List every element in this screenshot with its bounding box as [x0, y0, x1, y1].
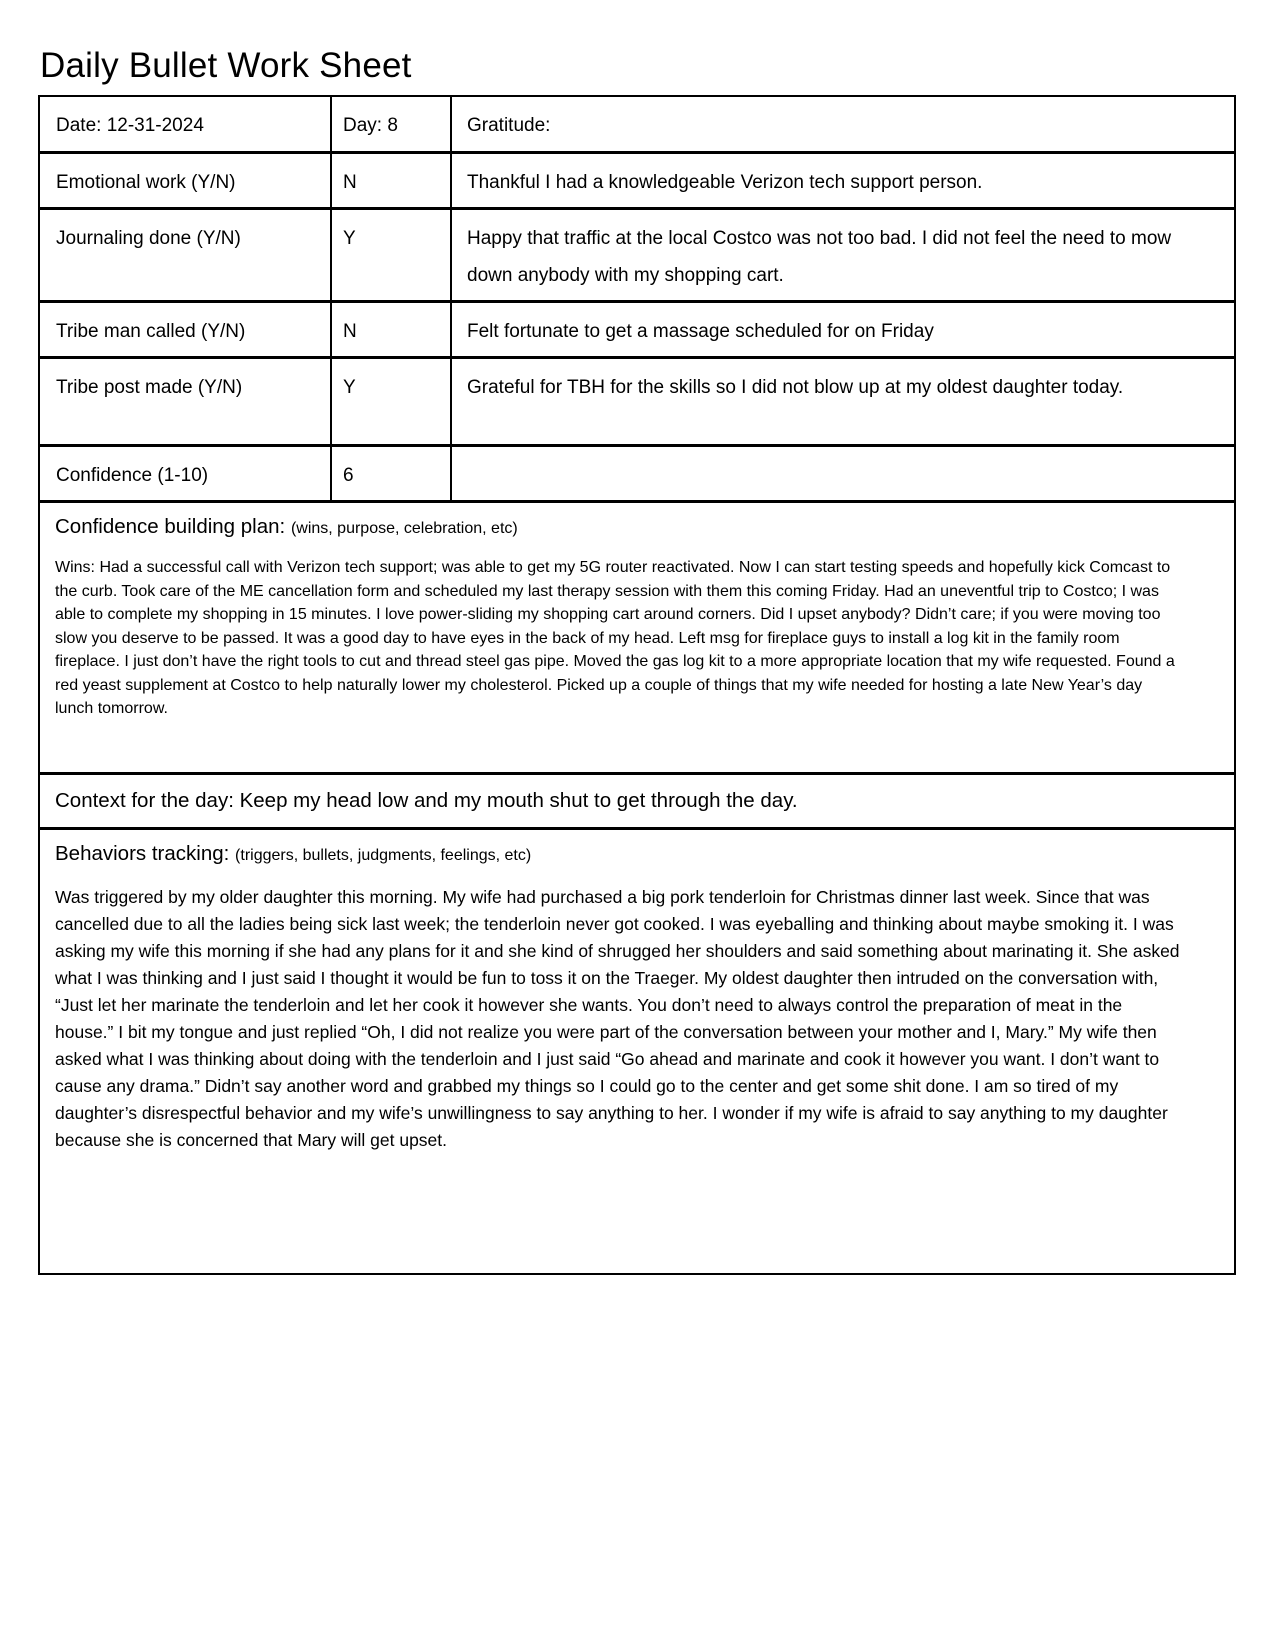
behaviors-heading [55, 842, 1212, 866]
behaviors-heading-label: Behaviors tracking: [55, 842, 230, 866]
table-row [40, 303, 1234, 359]
day-cell: Day: 8 [332, 97, 452, 151]
row-label: Tribe man called (Y/N) [40, 303, 332, 356]
confidence-plan-body: Wins: Had a successful call with Verizon tech support; was able to get my 5G router reactivated. Now I can start testing speeds and hopefully kick Comcast to the curb. Took care of the ME cancellation form and scheduled my last therapy session with them this coming Friday. Had an uneventful trip to Costco; I was able to complete my shopping in 15 minutes. I love power-sliding my shopping cart around corners. Did I upset anybody? Didn’t care; if you were moving too slow you deserve to be passed. It was a good day to have eyes in the back of my head. Left msg for fireplace guys to install a log kit in the family room fireplace. I just don’t have the right tools to cut and thread steel gas pipe. Moved the gas log kit to a more appropriate location that my wife requested. Found a red yeast supplement at Costco to help naturally lower my cholesterol. Picked up a couple of things that my wife needed for hosting a late New Year’s day lunch tomorrow. [55, 559, 1175, 718]
row-value: N [332, 154, 452, 207]
confidence-plan-heading [55, 515, 1212, 539]
date-cell: Date: 12-31-2024 [40, 97, 332, 151]
page-title: Daily Bullet Work Sheet [40, 46, 412, 85]
confidence-plan-heading-hint: (wins, purpose, celebration, etc) [290, 520, 518, 538]
table-row [40, 154, 1234, 210]
row-gratitude [452, 447, 1234, 500]
behaviors-section [40, 830, 1234, 1273]
gratitude-header-cell: Gratitude: [467, 115, 551, 137]
table-row [40, 359, 1234, 447]
table-row [40, 447, 1234, 503]
row-gratitude: Felt fortunate to get a massage scheduled for on Friday [467, 321, 934, 343]
row-value: 6 [332, 447, 452, 500]
row-label: Confidence (1-10) [40, 447, 332, 500]
confidence-plan-heading-label: Confidence building plan: [55, 515, 286, 539]
row-value: Y [332, 359, 452, 444]
behaviors-body: Was triggered by my older daughter this morning. My wife had purchased a big pork tenderloin for Christmas dinner last week. Since that was cancelled due to all the ladies being sick last week; the tenderloin never got cooked. I was eyeballing and thinking about maybe smoking it. I was asking my wife this morning if she had any plans for it and she kind of shrugged her shoulders and said something about marinating it. She asked what I was thinking and I just said I thought it would be fun to toss it on the Traeger. My oldest daughter then intruded on the conversation with, “Just let her marinate the tenderloin and let her cook it however she wants. You don’t need to always control the preparation of meat in the house.” I bit my tongue and just replied “Oh, I did not realize you were part of the conversation between your mother and I, Mary.” My wife then asked what I was thinking about doing with the tenderloin and I just said “Go ahead and marinate and cook it however you want. I don’t want to cause any drama.” Didn’t say another word and grabbed my things so I could go to the center and get some shit done. I am so tired of my daughter’s disrespectful behavior and my wife’s unwillingness to say anything to her. I wonder if my wife is afraid to say anything to my daughter because she is concerned that Mary will get upset. [55, 887, 1180, 1151]
row-value: N [332, 303, 452, 356]
confidence-plan-section [40, 503, 1234, 775]
context-body: Keep my head low and my mouth shut to get through the day. [239, 789, 798, 813]
context-heading: Context for the day: [55, 789, 234, 813]
row-label: Emotional work (Y/N) [40, 154, 332, 207]
row-label: Journaling done (Y/N) [40, 210, 332, 300]
table-row [40, 210, 1234, 303]
row-value: Y [332, 210, 452, 300]
row-label: Tribe post made (Y/N) [40, 359, 332, 444]
row-gratitude: Happy that traffic at the local Costco was not too bad. I did not feel the need to mow down anybody with my shopping cart. [467, 228, 1172, 287]
row-gratitude: Grateful for TBH for the skills so I did not blow up at my oldest daughter today. [467, 377, 1124, 399]
row-gratitude: Thankful I had a knowledgeable Verizon tech support person. [467, 172, 983, 194]
behaviors-heading-hint: (triggers, bullets, judgments, feelings, etc) [235, 847, 532, 865]
context-section [40, 775, 1234, 830]
table-row-header [40, 97, 1234, 154]
worksheet-table [38, 95, 1236, 1275]
